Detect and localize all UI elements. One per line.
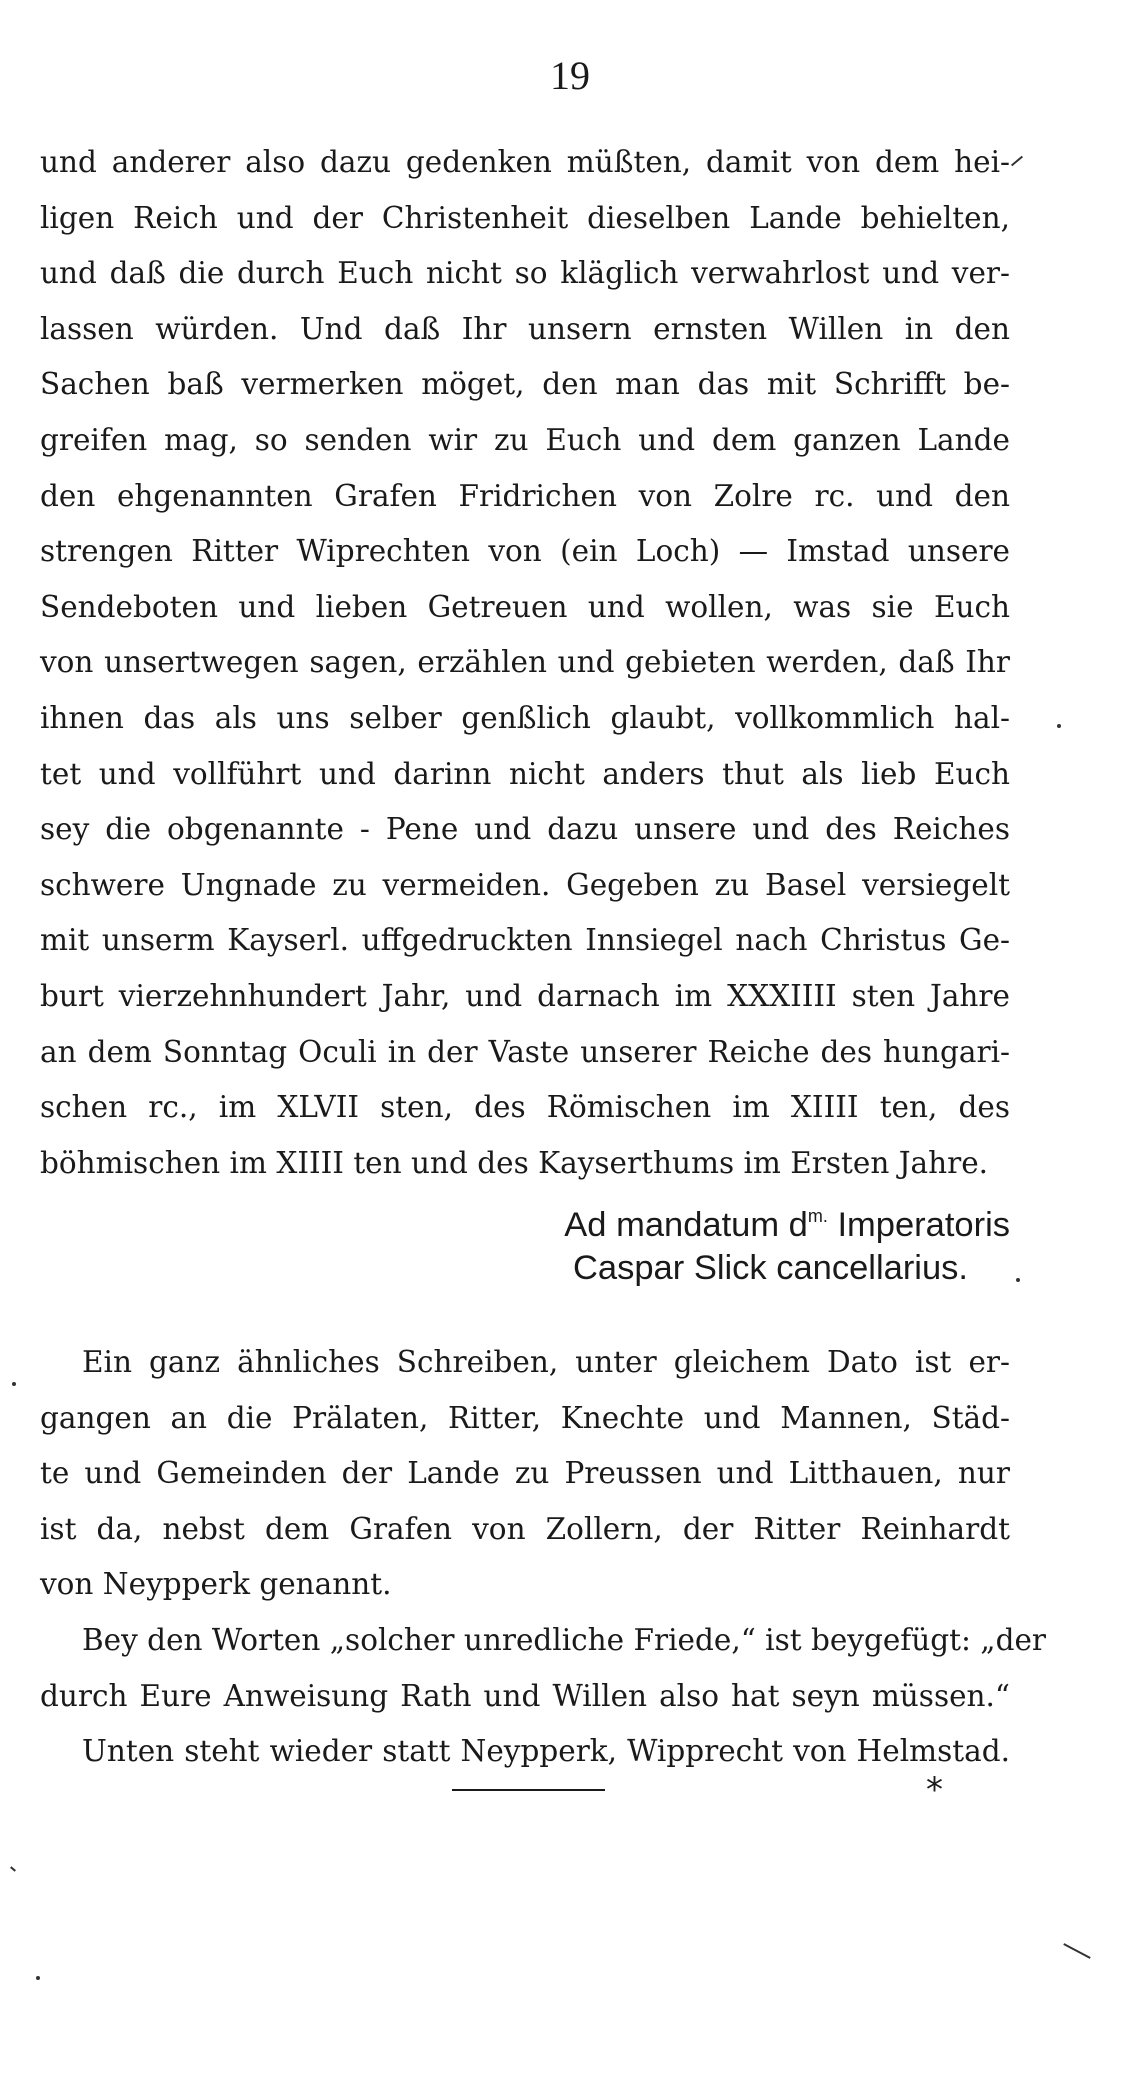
- text-line: mit unserm Kayserl. uffgedruckten Innsiegel nach Christus Ge-: [40, 923, 1010, 958]
- text-line: den ehgenannten Grafen Fridrichen von Zolre rc. und den: [40, 478, 1010, 513]
- text-line: strengen Ritter Wiprechten von (ein Loch) — Imstad unsere: [40, 534, 1010, 569]
- scan-speck: [12, 1382, 16, 1386]
- text-line: von unsertwegen sagen, erzählen und gebieten werden, daß Ihr: [40, 645, 1010, 680]
- signature-superscript: m.: [807, 1206, 828, 1226]
- text-line: tet und vollführt und darinn nicht anders thut als lieb Euch: [40, 756, 1010, 791]
- scan-artifact-mark: [10, 1866, 16, 1871]
- signature-block: [380, 1190, 1010, 1294]
- text-line: gangen an die Prälaten, Ritter, Knechte und Mannen, Städ-: [40, 1400, 1010, 1435]
- text-line: schwere Ungnade zu vermeiden. Gegeben zu Basel versiegelt: [40, 867, 1010, 902]
- text-line: und daß die durch Euch nicht so kläglich verwahrlost und ver-: [40, 256, 1010, 291]
- text-line: Unten steht wieder statt Neypperk, Wipprecht von Helmstad.: [82, 1734, 1010, 1769]
- signature-mandate-suffix: Imperatoris: [827, 1206, 1010, 1244]
- text-line: Sendeboten und lieben Getreuen und wollen, was sie Euch: [40, 589, 1010, 624]
- section-divider-rule: [452, 1789, 605, 1791]
- text-line: an dem Sonntag Oculi in der Vaste unserer Reiche des hungari-: [40, 1034, 1010, 1069]
- text-line: ihnen das als uns selber genßlich glaubt, vollkommlich hal-: [40, 700, 1010, 735]
- text-line: Ein ganz ähnliches Schreiben, unter gleichem Dato ist er-: [82, 1345, 1010, 1379]
- text-line: schen rc., im XLVII sten, des Römischen im XIIII ten, des: [40, 1090, 1010, 1125]
- text-line: und anderer also dazu gedenken müßten, damit von dem hei-: [40, 145, 1010, 179]
- text-line: te und Gemeinden der Lande zu Preussen und Litthauen, nur: [40, 1456, 1010, 1491]
- scan-artifact-mark: [1011, 156, 1023, 167]
- scan-speck: [1057, 724, 1061, 728]
- text-line: greifen mag, so senden wir zu Euch und dem ganzen Lande: [40, 422, 1010, 457]
- text-line: burt vierzehnhundert Jahr, und darnach im XXXIIII sten Jahre: [40, 978, 1010, 1013]
- commentary-section: [40, 1335, 1047, 1780]
- text-line: lassen würden. Und daß Ihr unsern ernsten Willen in den: [40, 311, 1010, 346]
- text-line: ligen Reich und der Christenheit dieselben Lande behielten,: [40, 200, 1010, 235]
- text-line: sey die obgenannte - Pene und dazu unsere und des Reiches: [40, 812, 1010, 847]
- page-number: 19: [550, 53, 590, 98]
- signature-mandate-prefix: Ad mandatum d: [564, 1206, 808, 1244]
- scan-speck: [36, 1976, 40, 1980]
- scan-artifact-mark: [1063, 1943, 1090, 1959]
- text-line: ist da, nebst dem Grafen von Zollern, der Ritter Reinhardt: [40, 1511, 1010, 1546]
- scan-speck: [1016, 1278, 1020, 1282]
- text-line: Bey den Worten „solcher unredliche Friede,“ ist beygefügt: „der: [82, 1622, 1047, 1657]
- text-line: böhmischen im XIIII ten und des Kayserthums im Ersten Jahre.: [40, 1145, 989, 1180]
- text-line: Sachen baß vermerken möget, den man das mit Schrifft be-: [40, 367, 1010, 402]
- text-line: durch Eure Anweisung Rath und Willen also hat seyn müssen.“: [40, 1678, 1010, 1713]
- text-line: von Neypperk genannt.: [40, 1567, 392, 1602]
- footer-asterisk: *: [926, 1770, 943, 1810]
- letter-body-paragraph: [40, 135, 1010, 1191]
- signature-chancellor-line: Caspar Slick cancellarius.: [573, 1249, 968, 1287]
- signature-mandate-line: [380, 1190, 1010, 1242]
